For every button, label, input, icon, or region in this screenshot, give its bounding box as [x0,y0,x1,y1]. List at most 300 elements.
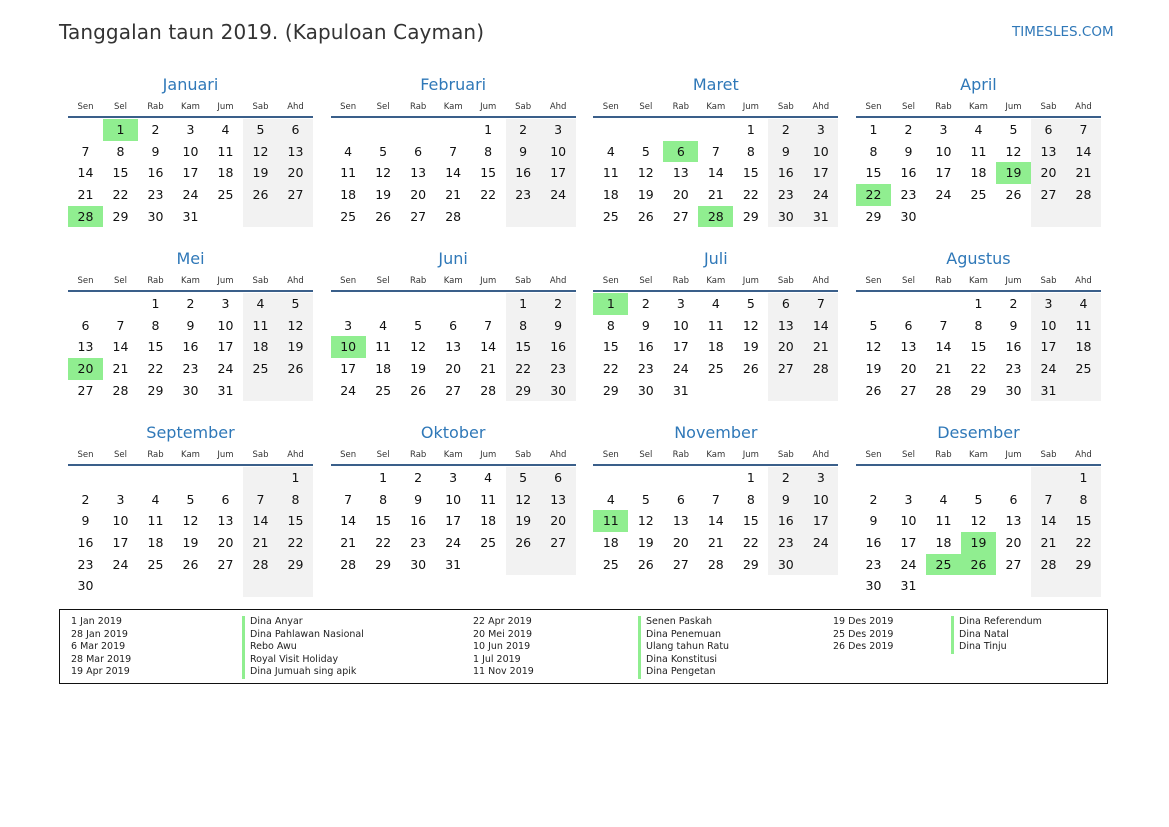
day-cell[interactable]: 27 [541,532,576,554]
day-cell[interactable]: 8 [484,143,493,159]
day-cell[interactable]: 7 [116,317,125,333]
day-cell[interactable]: 22 [147,361,164,377]
day-cell[interactable]: 19 [637,535,654,551]
day-cell[interactable]: 17 [900,535,917,551]
day-cell[interactable]: 21 [707,535,724,551]
day-cell[interactable]: 8 [116,143,125,159]
day-cell[interactable]: 10 [217,317,234,333]
day-cell[interactable]: 4 [711,296,720,311]
day-cell[interactable]: 11 [147,513,164,529]
day-cell[interactable]: 17 [445,513,462,529]
day-cell[interactable]: 26 [637,556,654,572]
day-cell[interactable]: 16 [541,336,576,358]
day-cell[interactable]: 5 [974,491,983,507]
day-cell[interactable]: 31 [803,206,838,228]
day-cell[interactable]: 3 [904,491,913,507]
day-cell[interactable]: 21 [243,532,278,554]
day-cell[interactable]: 18 [340,187,357,203]
day-cell[interactable]: 16 [182,339,199,355]
day-cell[interactable]: 29 [742,208,759,224]
day-cell[interactable]: 13 [672,165,689,181]
day-cell[interactable]: 15 [480,165,497,181]
day-cell[interactable]: 20 [410,187,427,203]
day-cell[interactable]: 15 [147,339,164,355]
day-cell[interactable]: 6 [904,317,913,333]
day-cell[interactable]: 25 [340,208,357,224]
day-cell[interactable]: 25 [707,361,724,377]
day-cell[interactable]: 22 [506,358,541,380]
day-cell[interactable]: 17 [541,162,576,184]
day-cell[interactable]: 30 [77,578,94,594]
day-cell[interactable]: 18 [147,535,164,551]
day-cell[interactable]: 30 [1005,382,1022,398]
day-cell[interactable]: 19 [506,510,541,532]
day-cell[interactable]: 9 [768,489,803,511]
day-cell[interactable]: 18 [602,535,619,551]
day-cell[interactable]: 18 [217,165,234,181]
day-cell[interactable]: 24 [900,556,917,572]
day-cell[interactable]: 4 [974,122,983,137]
holiday-day-cell[interactable]: 6 [663,141,698,163]
day-cell[interactable]: 12 [970,513,987,529]
day-cell[interactable]: 13 [900,339,917,355]
day-cell[interactable]: 30 [768,206,803,228]
day-cell[interactable]: 5 [869,317,878,333]
day-cell[interactable]: 28 [1066,184,1101,206]
day-cell[interactable]: 4 [221,122,230,137]
day-cell[interactable]: 8 [151,317,160,333]
day-cell[interactable]: 16 [900,165,917,181]
day-cell[interactable]: 22 [742,187,759,203]
day-cell[interactable]: 18 [707,339,724,355]
day-cell[interactable]: 26 [375,208,392,224]
day-cell[interactable]: 13 [1005,513,1022,529]
day-cell[interactable]: 23 [768,532,803,554]
day-cell[interactable]: 3 [221,296,230,311]
day-cell[interactable]: 6 [81,317,90,333]
day-cell[interactable]: 12 [742,317,759,333]
day-cell[interactable]: 14 [707,165,724,181]
day-cell[interactable]: 29 [742,556,759,572]
day-cell[interactable]: 11 [217,143,234,159]
day-cell[interactable]: 19 [278,336,313,358]
day-cell[interactable]: 21 [480,361,497,377]
day-cell[interactable]: 10 [803,489,838,511]
day-cell[interactable]: 25 [602,556,619,572]
day-cell[interactable]: 10 [112,513,129,529]
day-cell[interactable]: 20 [672,187,689,203]
day-cell[interactable]: 1 [379,470,388,485]
day-cell[interactable]: 7 [344,491,353,507]
day-cell[interactable]: 5 [379,143,388,159]
day-cell[interactable]: 21 [112,361,129,377]
day-cell[interactable]: 21 [445,187,462,203]
day-cell[interactable]: 15 [1066,510,1101,532]
day-cell[interactable]: 17 [217,339,234,355]
day-cell[interactable]: 14 [445,165,462,181]
day-cell[interactable]: 5 [1009,122,1018,137]
day-cell[interactable]: 15 [602,339,619,355]
day-cell[interactable]: 25 [243,358,278,380]
day-cell[interactable]: 28 [935,382,952,398]
day-cell[interactable]: 2 [768,119,803,141]
day-cell[interactable]: 29 [865,208,882,224]
day-cell[interactable]: 5 [506,467,541,489]
day-cell[interactable]: 29 [970,382,987,398]
day-cell[interactable]: 16 [768,162,803,184]
day-cell[interactable]: 1 [1066,467,1101,489]
day-cell[interactable]: 2 [506,119,541,141]
day-cell[interactable]: 6 [541,467,576,489]
day-cell[interactable]: 29 [278,554,313,576]
day-cell[interactable]: 4 [606,143,615,159]
day-cell[interactable]: 15 [742,513,759,529]
day-cell[interactable]: 11 [340,165,357,181]
day-cell[interactable]: 22 [970,361,987,377]
holiday-day-cell[interactable]: 22 [856,184,891,206]
day-cell[interactable]: 18 [935,535,952,551]
day-cell[interactable]: 23 [768,184,803,206]
day-cell[interactable]: 19 [865,361,882,377]
day-cell[interactable]: 23 [541,358,576,380]
day-cell[interactable]: 15 [112,165,129,181]
day-cell[interactable]: 31 [1031,380,1066,402]
day-cell[interactable]: 20 [1031,162,1066,184]
day-cell[interactable]: 16 [77,535,94,551]
holiday-day-cell[interactable]: 19 [961,532,996,554]
day-cell[interactable]: 16 [865,535,882,551]
day-cell[interactable]: 22 [1066,532,1101,554]
day-cell[interactable]: 6 [449,317,458,333]
day-cell[interactable]: 26 [278,358,313,380]
day-cell[interactable]: 3 [186,122,195,137]
day-cell[interactable]: 14 [480,339,497,355]
day-cell[interactable]: 28 [1031,554,1066,576]
day-cell[interactable]: 29 [112,208,129,224]
day-cell[interactable]: 11 [707,317,724,333]
day-cell[interactable]: 4 [606,491,615,507]
day-cell[interactable]: 24 [445,535,462,551]
day-cell[interactable]: 3 [541,119,576,141]
day-cell[interactable]: 11 [935,513,952,529]
day-cell[interactable]: 13 [768,315,803,337]
day-cell[interactable]: 14 [243,510,278,532]
holiday-day-cell[interactable]: 10 [331,336,366,358]
day-cell[interactable]: 9 [1009,317,1018,333]
day-cell[interactable]: 3 [803,467,838,489]
day-cell[interactable]: 10 [541,141,576,163]
day-cell[interactable]: 21 [803,336,838,358]
day-cell[interactable]: 18 [970,165,987,181]
day-cell[interactable]: 1 [869,122,878,137]
day-cell[interactable]: 5 [641,143,650,159]
day-cell[interactable]: 23 [637,361,654,377]
day-cell[interactable]: 7 [711,143,720,159]
day-cell[interactable]: 4 [484,470,493,485]
day-cell[interactable]: 13 [541,489,576,511]
day-cell[interactable]: 19 [182,535,199,551]
day-cell[interactable]: 4 [379,317,388,333]
day-cell[interactable]: 21 [340,535,357,551]
day-cell[interactable]: 8 [506,315,541,337]
day-cell[interactable]: 16 [506,162,541,184]
day-cell[interactable]: 22 [112,187,129,203]
day-cell[interactable]: 6 [278,119,313,141]
day-cell[interactable]: 2 [151,122,160,137]
day-cell[interactable]: 31 [672,382,689,398]
day-cell[interactable]: 1 [151,296,160,311]
day-cell[interactable]: 30 [900,208,917,224]
day-cell[interactable]: 24 [803,532,838,554]
day-cell[interactable]: 5 [641,491,650,507]
day-cell[interactable]: 28 [480,382,497,398]
day-cell[interactable]: 14 [77,165,94,181]
day-cell[interactable]: 8 [746,143,755,159]
day-cell[interactable]: 22 [480,187,497,203]
day-cell[interactable]: 27 [1005,556,1022,572]
day-cell[interactable]: 27 [1031,184,1066,206]
day-cell[interactable]: 30 [637,382,654,398]
day-cell[interactable]: 21 [1066,162,1101,184]
day-cell[interactable]: 16 [147,165,164,181]
day-cell[interactable]: 12 [506,489,541,511]
day-cell[interactable]: 5 [278,293,313,315]
day-cell[interactable]: 2 [904,122,913,137]
day-cell[interactable]: 2 [81,491,90,507]
day-cell[interactable]: 3 [344,317,353,333]
day-cell[interactable]: 16 [768,510,803,532]
day-cell[interactable]: 8 [278,489,313,511]
day-cell[interactable]: 3 [939,122,948,137]
day-cell[interactable]: 17 [935,165,952,181]
day-cell[interactable]: 15 [506,336,541,358]
day-cell[interactable]: 5 [186,491,195,507]
day-cell[interactable]: 8 [606,317,615,333]
day-cell[interactable]: 31 [445,556,462,572]
day-cell[interactable]: 6 [221,491,230,507]
day-cell[interactable]: 19 [243,162,278,184]
day-cell[interactable]: 24 [340,382,357,398]
holiday-day-cell[interactable]: 11 [593,510,628,532]
day-cell[interactable]: 9 [641,317,650,333]
day-cell[interactable]: 9 [869,513,878,529]
day-cell[interactable]: 12 [410,339,427,355]
day-cell[interactable]: 8 [869,143,878,159]
day-cell[interactable]: 1 [506,293,541,315]
day-cell[interactable]: 3 [449,470,458,485]
day-cell[interactable]: 7 [1066,119,1101,141]
day-cell[interactable]: 11 [970,143,987,159]
day-cell[interactable]: 23 [865,556,882,572]
day-cell[interactable]: 17 [340,361,357,377]
day-cell[interactable]: 28 [243,554,278,576]
day-cell[interactable]: 26 [243,184,278,206]
day-cell[interactable]: 24 [672,361,689,377]
day-cell[interactable]: 13 [217,513,234,529]
day-cell[interactable]: 15 [970,339,987,355]
day-cell[interactable]: 21 [1031,532,1066,554]
day-cell[interactable]: 2 [768,467,803,489]
day-cell[interactable]: 20 [900,361,917,377]
day-cell[interactable]: 25 [147,556,164,572]
holiday-day-cell[interactable]: 28 [698,206,733,228]
day-cell[interactable]: 20 [217,535,234,551]
day-cell[interactable]: 7 [803,293,838,315]
day-cell[interactable]: 9 [768,141,803,163]
day-cell[interactable]: 29 [375,556,392,572]
day-cell[interactable]: 11 [375,339,392,355]
day-cell[interactable]: 9 [541,315,576,337]
day-cell[interactable]: 17 [672,339,689,355]
day-cell[interactable]: 13 [1031,141,1066,163]
holiday-day-cell[interactable]: 25 [926,554,961,576]
day-cell[interactable]: 12 [1005,143,1022,159]
day-cell[interactable]: 7 [484,317,493,333]
day-cell[interactable]: 5 [243,119,278,141]
day-cell[interactable]: 12 [375,165,392,181]
day-cell[interactable]: 22 [278,532,313,554]
holiday-day-cell[interactable]: 26 [961,554,996,576]
day-cell[interactable]: 25 [480,535,497,551]
day-cell[interactable]: 25 [1066,358,1101,380]
day-cell[interactable]: 4 [151,491,160,507]
day-cell[interactable]: 9 [506,141,541,163]
day-cell[interactable]: 26 [506,532,541,554]
day-cell[interactable]: 14 [1066,141,1101,163]
day-cell[interactable]: 9 [414,491,423,507]
day-cell[interactable]: 10 [445,491,462,507]
day-cell[interactable]: 10 [1031,315,1066,337]
day-cell[interactable]: 3 [116,491,125,507]
day-cell[interactable]: 6 [676,491,685,507]
day-cell[interactable]: 18 [243,336,278,358]
day-cell[interactable]: 11 [602,165,619,181]
day-cell[interactable]: 9 [81,513,90,529]
day-cell[interactable]: 11 [480,491,497,507]
day-cell[interactable]: 18 [602,187,619,203]
holiday-day-cell[interactable]: 1 [103,119,138,141]
day-cell[interactable]: 14 [707,513,724,529]
day-cell[interactable]: 17 [803,510,838,532]
day-cell[interactable]: 28 [707,556,724,572]
day-cell[interactable]: 23 [410,535,427,551]
day-cell[interactable]: 18 [375,361,392,377]
day-cell[interactable]: 30 [410,556,427,572]
day-cell[interactable]: 22 [375,535,392,551]
day-cell[interactable]: 21 [707,187,724,203]
day-cell[interactable]: 16 [637,339,654,355]
day-cell[interactable]: 7 [243,489,278,511]
day-cell[interactable]: 17 [112,535,129,551]
day-cell[interactable]: 6 [1009,491,1018,507]
day-cell[interactable]: 1 [278,467,313,489]
day-cell[interactable]: 21 [935,361,952,377]
day-cell[interactable]: 12 [182,513,199,529]
day-cell[interactable]: 27 [900,382,917,398]
day-cell[interactable]: 31 [900,578,917,594]
day-cell[interactable]: 14 [1031,510,1066,532]
day-cell[interactable]: 4 [1066,293,1101,315]
day-cell[interactable]: 26 [1005,187,1022,203]
day-cell[interactable]: 10 [672,317,689,333]
day-cell[interactable]: 5 [746,296,755,311]
day-cell[interactable]: 10 [900,513,917,529]
holiday-day-cell[interactable]: 28 [68,206,103,228]
day-cell[interactable]: 14 [803,315,838,337]
day-cell[interactable]: 8 [1066,489,1101,511]
day-cell[interactable]: 3 [1031,293,1066,315]
day-cell[interactable]: 20 [541,510,576,532]
day-cell[interactable]: 14 [340,513,357,529]
day-cell[interactable]: 19 [742,339,759,355]
day-cell[interactable]: 9 [151,143,160,159]
day-cell[interactable]: 1 [746,470,755,485]
day-cell[interactable]: 9 [904,143,913,159]
day-cell[interactable]: 21 [77,187,94,203]
day-cell[interactable]: 5 [414,317,423,333]
day-cell[interactable]: 1 [484,122,493,137]
day-cell[interactable]: 31 [217,382,234,398]
day-cell[interactable]: 26 [410,382,427,398]
day-cell[interactable]: 27 [768,358,803,380]
day-cell[interactable]: 27 [672,556,689,572]
day-cell[interactable]: 30 [768,554,803,576]
day-cell[interactable]: 24 [217,361,234,377]
day-cell[interactable]: 22 [602,361,619,377]
day-cell[interactable]: 3 [803,119,838,141]
day-cell[interactable]: 24 [803,184,838,206]
day-cell[interactable]: 14 [935,339,952,355]
day-cell[interactable]: 13 [410,165,427,181]
day-cell[interactable]: 30 [865,578,882,594]
site-link[interactable]: TIMESLES.COM [1012,24,1114,40]
day-cell[interactable]: 23 [147,187,164,203]
day-cell[interactable]: 29 [506,380,541,402]
day-cell[interactable]: 11 [243,315,278,337]
day-cell[interactable]: 16 [410,513,427,529]
day-cell[interactable]: 17 [803,162,838,184]
day-cell[interactable]: 29 [147,382,164,398]
day-cell[interactable]: 24 [112,556,129,572]
day-cell[interactable]: 2 [1009,296,1018,311]
day-cell[interactable]: 23 [506,184,541,206]
day-cell[interactable]: 12 [865,339,882,355]
day-cell[interactable]: 31 [182,208,199,224]
day-cell[interactable]: 20 [768,336,803,358]
day-cell[interactable]: 12 [637,165,654,181]
day-cell[interactable]: 4 [243,293,278,315]
day-cell[interactable]: 23 [182,361,199,377]
day-cell[interactable]: 28 [340,556,357,572]
day-cell[interactable]: 27 [77,382,94,398]
day-cell[interactable]: 28 [803,358,838,380]
day-cell[interactable]: 9 [186,317,195,333]
day-cell[interactable]: 25 [970,187,987,203]
day-cell[interactable]: 15 [278,510,313,532]
day-cell[interactable]: 18 [480,513,497,529]
day-cell[interactable]: 28 [112,382,129,398]
day-cell[interactable]: 20 [672,535,689,551]
day-cell[interactable]: 12 [243,141,278,163]
day-cell[interactable]: 24 [182,187,199,203]
day-cell[interactable]: 27 [672,208,689,224]
day-cell[interactable]: 26 [637,208,654,224]
day-cell[interactable]: 15 [742,165,759,181]
day-cell[interactable]: 11 [1066,315,1101,337]
day-cell[interactable]: 4 [344,143,353,159]
day-cell[interactable]: 7 [711,491,720,507]
day-cell[interactable]: 19 [410,361,427,377]
